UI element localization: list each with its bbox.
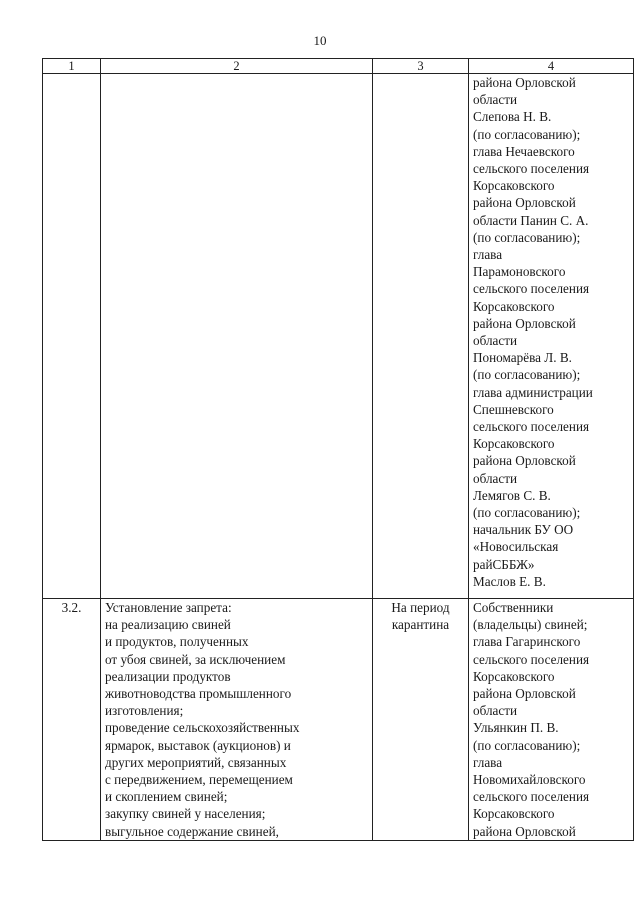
- cell-line: сельского поселения: [473, 419, 590, 435]
- cell-line: района Орловской: [473, 75, 576, 90]
- cell-line: района Орловской: [473, 823, 576, 839]
- cell-line: Корсаковского: [473, 668, 555, 684]
- cell-line: (по согласованию);: [473, 126, 581, 142]
- measure-cell: [101, 74, 373, 599]
- header-cell-4: 4: [469, 59, 634, 74]
- measure-cell: [101, 599, 373, 841]
- cell-line: выгульное содержание свиней,: [105, 823, 279, 839]
- header-cell-1: 1: [43, 59, 101, 74]
- cell-line: области: [473, 470, 518, 486]
- cell-line: начальник БУ ОО: [473, 522, 574, 538]
- cell-line: сельского поселения: [473, 651, 590, 667]
- cell-line: (по согласованию);: [473, 737, 581, 753]
- cell-line: района Орловской: [473, 686, 576, 702]
- cell-line: других мероприятий, связанных: [105, 754, 287, 770]
- cell-line: Слепова Н. В.: [473, 109, 552, 125]
- cell-line: области: [473, 703, 518, 719]
- cell-line: района Орловской: [473, 453, 576, 469]
- cell-line: реализации продуктов: [105, 668, 231, 684]
- table-row: [43, 599, 634, 841]
- header-cell-3: 3: [373, 59, 469, 74]
- cell-line: Ульянкин П. В.: [473, 720, 559, 736]
- cell-line: (по согласованию);: [473, 505, 581, 521]
- cell-line: изготовления;: [105, 703, 184, 719]
- row-number-cell: 3.2.: [43, 599, 101, 841]
- cell-line: Новомихайловского: [473, 772, 586, 788]
- cell-line: (по согласованию);: [473, 229, 581, 245]
- cell-line: глава Гагаринского: [473, 634, 581, 650]
- cell-line: карантина: [391, 617, 450, 633]
- cell-line: Спешневского: [473, 401, 554, 417]
- cell-line: Установление запрета:: [105, 600, 232, 615]
- measures-table: [42, 58, 634, 841]
- table-header-row: [43, 59, 634, 74]
- cell-line: Корсаковского: [473, 178, 555, 194]
- cell-line: Маслов Е. В.: [473, 573, 546, 589]
- page-number: 10: [313, 33, 327, 48]
- cell-line: (владельцы) свиней;: [473, 617, 588, 633]
- cell-line: «Новосильская: [473, 539, 559, 555]
- cell-line: Корсаковского: [473, 298, 555, 314]
- cell-line: глава Нечаевского: [473, 143, 575, 159]
- cell-line: животноводства промышленного: [105, 686, 292, 702]
- cell-line: Собственники: [473, 600, 554, 615]
- cell-line: глава: [473, 754, 503, 770]
- cell-line: сельского поселения: [473, 281, 590, 297]
- cell-line: области: [473, 333, 518, 349]
- cell-line: с передвижением, перемещением: [105, 772, 293, 788]
- cell-line: проведение сельскохозяйственных: [105, 720, 300, 736]
- responsible-cell: [469, 599, 634, 841]
- cell-line: района Орловской: [473, 195, 576, 211]
- cell-line: Парамоновского: [473, 264, 566, 280]
- cell-line: (по согласованию);: [473, 367, 581, 383]
- cell-line: и скоплением свиней;: [105, 789, 228, 805]
- cell-line: на реализацию свиней: [105, 617, 231, 633]
- cell-line: Корсаковского: [473, 436, 555, 452]
- cell-line: района Орловской: [473, 315, 576, 331]
- period-cell: [373, 74, 469, 599]
- cell-line: ярмарок, выставок (аукционов) и: [105, 737, 291, 753]
- cell-line: райСББЖ»: [473, 556, 535, 572]
- cell-line: области Панин С. А.: [473, 212, 589, 228]
- cell-line: глава администрации: [473, 384, 593, 400]
- cell-line: Лемягов С. В.: [473, 487, 551, 503]
- cell-line: сельского поселения: [473, 161, 590, 177]
- row-number-cell: [43, 74, 101, 599]
- period-cell: [373, 599, 469, 841]
- header-cell-2: 2: [101, 59, 373, 74]
- cell-line: области: [473, 92, 518, 108]
- cell-line: и продуктов, полученных: [105, 634, 249, 650]
- cell-line: от убоя свиней, за исключением: [105, 651, 286, 667]
- cell-line: Корсаковского: [473, 806, 555, 822]
- cell-line: На период: [391, 600, 450, 615]
- cell-line: Пономарёва Л. В.: [473, 350, 572, 366]
- cell-line: глава: [473, 247, 503, 263]
- cell-line: сельского поселения: [473, 789, 590, 805]
- responsible-cell: [469, 74, 634, 599]
- table-row: [43, 74, 634, 599]
- cell-line: закупку свиней у населения;: [105, 806, 266, 822]
